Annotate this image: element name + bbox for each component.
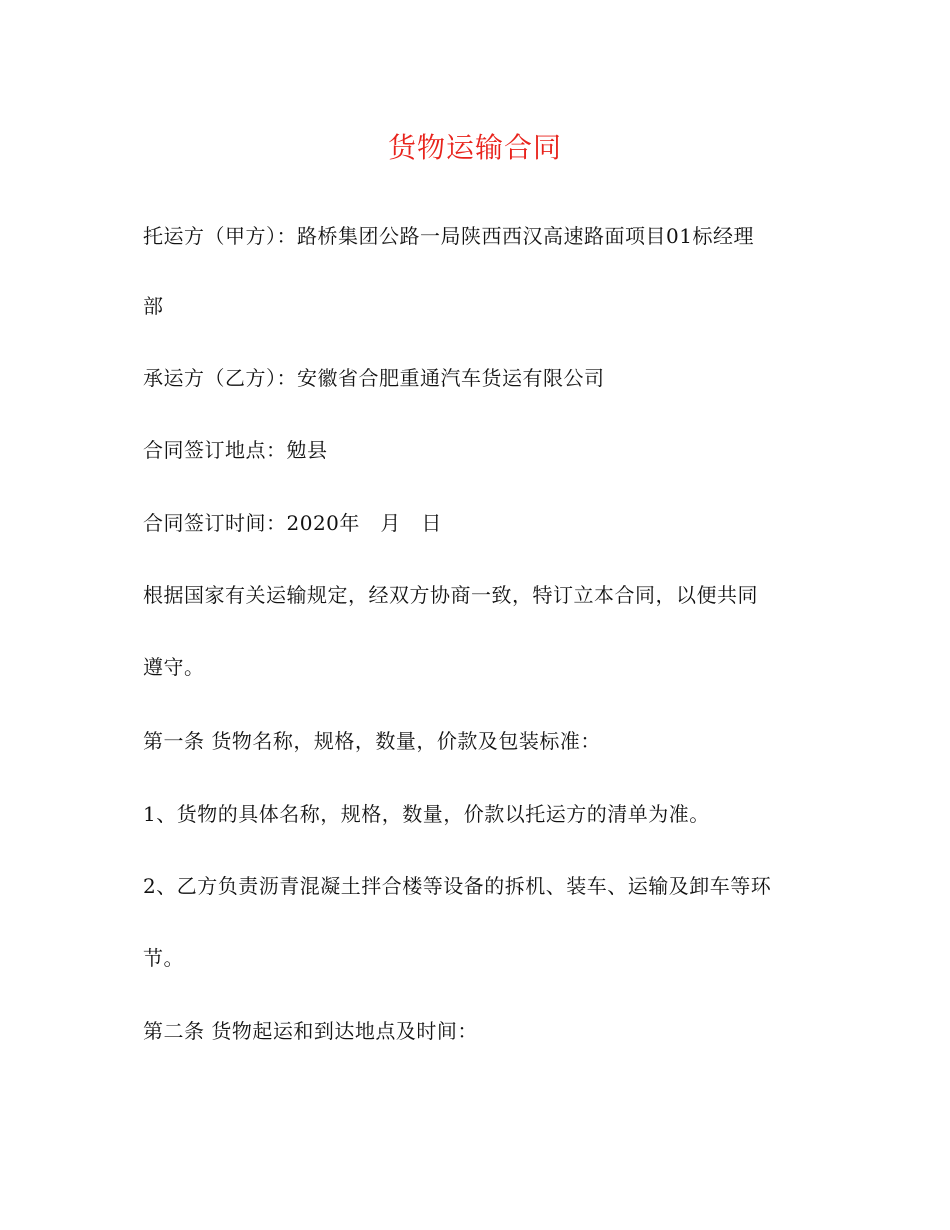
document-title: 货物运输合同: [387, 131, 562, 164]
shipper-line: 托运方（甲方）：路桥集团公路一局陕西西汉高速路面项目01标经理: [143, 224, 754, 248]
preamble-line: 根据国家有关运输规定，经双方协商一致，特订立本合同，以便共同: [143, 583, 758, 607]
signing-date-line: 合同签订时间：2020年 月 日: [143, 511, 442, 535]
article-one-item-1: 1、货物的具体名称，规格，数量，价款以托运方的清单为准。: [143, 802, 710, 826]
article-one-item-2-continued: 节。: [143, 946, 184, 970]
article-two-heading: 第二条 货物起运和到达地点及时间：: [143, 1019, 478, 1043]
preamble-line-continued: 遵守。: [143, 655, 205, 679]
signing-place-line: 合同签订地点：勉县: [143, 438, 328, 462]
carrier-line: 承运方（乙方）：安徽省合肥重通汽车货运有限公司: [143, 366, 605, 390]
article-one-heading: 第一条 货物名称，规格，数量，价款及包装标准：: [143, 729, 601, 753]
article-one-item-2: 2、乙方负责沥青混凝土拌合楼等设备的拆机、装车、运输及卸车等环: [143, 874, 772, 898]
shipper-line-continued: 部: [143, 294, 164, 318]
